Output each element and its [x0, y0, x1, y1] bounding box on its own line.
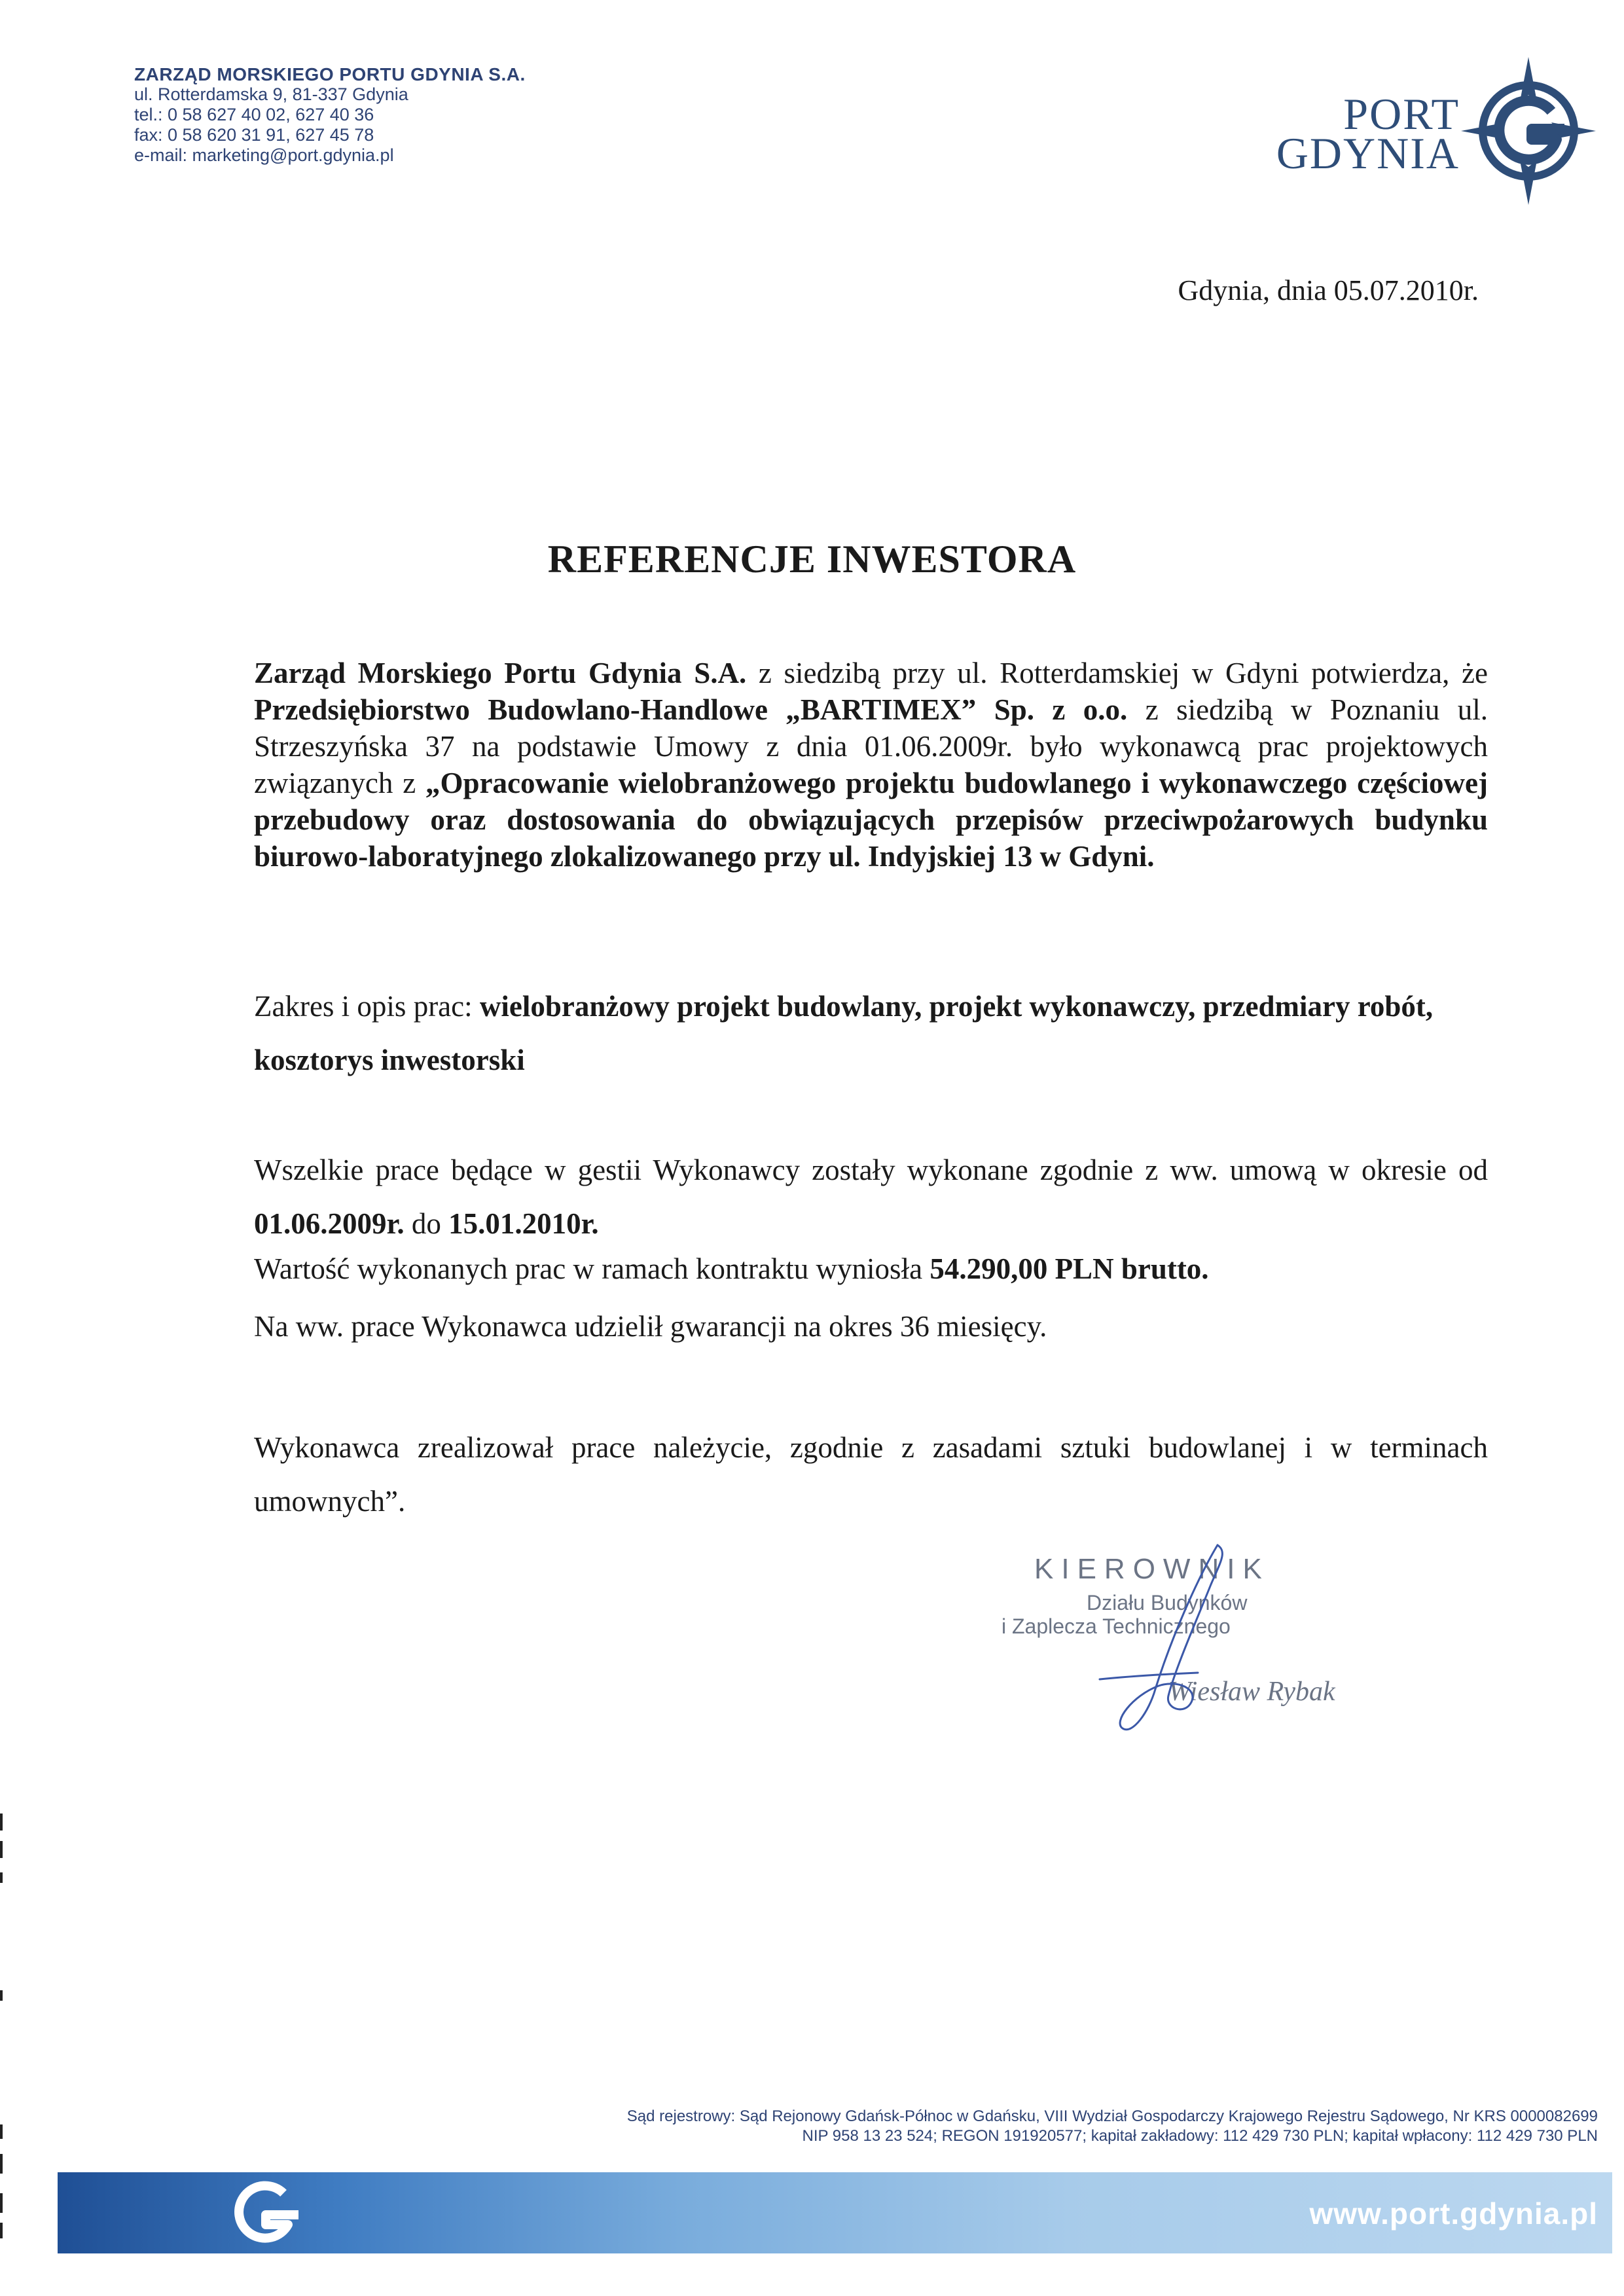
footer-bar — [58, 2172, 1612, 2253]
company-phone: tel.: 0 58 627 40 02, 627 40 36 — [134, 105, 374, 124]
company-header — [134, 64, 671, 166]
scan-mark — [0, 2124, 3, 2139]
period-start: 01.06.2009r. — [254, 1207, 405, 1240]
investor-name: Zarząd Morskiego Portu Gdynia S.A. — [254, 657, 747, 689]
text-run: z siedzibą przy ul. Rotterdamskiej w Gdyni potwierdza, że — [746, 657, 1488, 689]
company-fax: fax: 0 58 620 31 91, 627 45 78 — [134, 125, 374, 145]
registry-info — [223, 2107, 1598, 2146]
project-name: „Opracowanie wielobranżowego projektu budowlanego i wykonawczego częściowej przebudowy oraz dostosowania do obwiązujących przepisów przeciwpożarowych budynku biurowo-laboratyjnego zlokalizowanego przy ul. Indyjskiej 13 w Gdyni. — [254, 767, 1488, 873]
signature-stamp — [1001, 1539, 1342, 1748]
paragraph-period — [254, 1143, 1488, 1250]
scan-mark — [0, 2154, 3, 2174]
port-gdynia-logo — [1276, 56, 1610, 206]
letter-date: Gdynia, dnia 05.07.2010r. — [1178, 274, 1479, 306]
text-run: do — [404, 1207, 449, 1240]
scope-label: Zakres i opis prac: — [254, 990, 480, 1023]
paragraph-scope — [254, 979, 1488, 1087]
stamp-subdepartment: i Zaplecza Technicznego — [1001, 1614, 1231, 1638]
scan-mark — [0, 1990, 3, 2001]
logo-word-port: PORT — [1343, 89, 1460, 139]
registry-court: Sąd rejestrowy: Sąd Rejonowy Gdańsk-Północ w Gdańsku, VIII Wydział Gospodarczy Krajowego Rejestru Sądowego, Nr KRS 0000082699 — [626, 2107, 1598, 2125]
paragraph-warranty: Na ww. prace Wykonawca udzielił gwarancji na okres 36 miesięcy. — [254, 1310, 1047, 1343]
logo-word-gdynia: GDYNIA — [1276, 128, 1460, 178]
scope-value: wielobranżowy projekt budowlany, projekt wykonawczy, przedmiary robót, kosztorys inwestorski — [254, 990, 1434, 1076]
scan-mark — [0, 2223, 3, 2238]
paragraph-confirmation — [254, 655, 1488, 875]
company-email: e-mail: marketing@port.gdynia.pl — [134, 145, 394, 165]
company-address: ul. Rotterdamska 9, 81-337 Gdynia — [134, 84, 408, 104]
website-url[interactable]: www.port.gdynia.pl — [1309, 2196, 1598, 2231]
contractor-name: Przedsiębiorstwo Budowlano-Handlowe „BARTIMEX” Sp. z o.o. — [254, 693, 1128, 726]
g-logo-icon — [221, 2179, 313, 2247]
registry-numbers: NIP 958 13 23 524; REGON 191920577; kapitał zakładowy: 112 429 730 PLN; kapitał wpłacony: 112 429 730 PLN — [802, 2127, 1598, 2145]
scan-mark — [0, 2193, 3, 2213]
contract-value: 54.290,00 PLN brutto. — [929, 1252, 1209, 1285]
handwritten-signature — [1001, 1539, 1342, 1748]
text-run: z siedzibą w Poznaniu ul. Strzeszyńska 37 na podstawie Umowy z dnia 01.06.2009r. było wykonawcą prac projektowych związanych z — [254, 693, 1489, 799]
letter-title: REFERENCJE INWESTORA — [547, 538, 1077, 581]
stamp-title: KIEROWNIK — [1034, 1553, 1270, 1585]
stamp-department: Działu Budynków — [1087, 1591, 1248, 1614]
scan-mark — [0, 1841, 3, 1858]
scan-mark — [0, 1872, 3, 1883]
period-end: 15.01.2010r. — [448, 1207, 599, 1240]
paragraph-value — [254, 1250, 1488, 1287]
stamp-signatory: Wiesław Rybak — [1168, 1677, 1335, 1707]
scan-mark — [0, 1813, 3, 1831]
company-name: ZARZĄD MORSKIEGO PORTU GDYNIA S.A. — [134, 64, 526, 84]
paragraph-assessment: Wykonawca zrealizował prace należycie, zgodnie z zasadami sztuki budowlanej i w terminach umownych”. — [254, 1431, 1488, 1518]
text-run: Wartość wykonanych prac w ramach kontraktu wyniosła — [254, 1252, 930, 1285]
text-run: Wszelkie prace będące w gestii Wykonawcy zostały wykonane zgodnie z ww. umową w okresie od — [254, 1154, 1488, 1186]
compass-g-icon — [1460, 56, 1597, 206]
